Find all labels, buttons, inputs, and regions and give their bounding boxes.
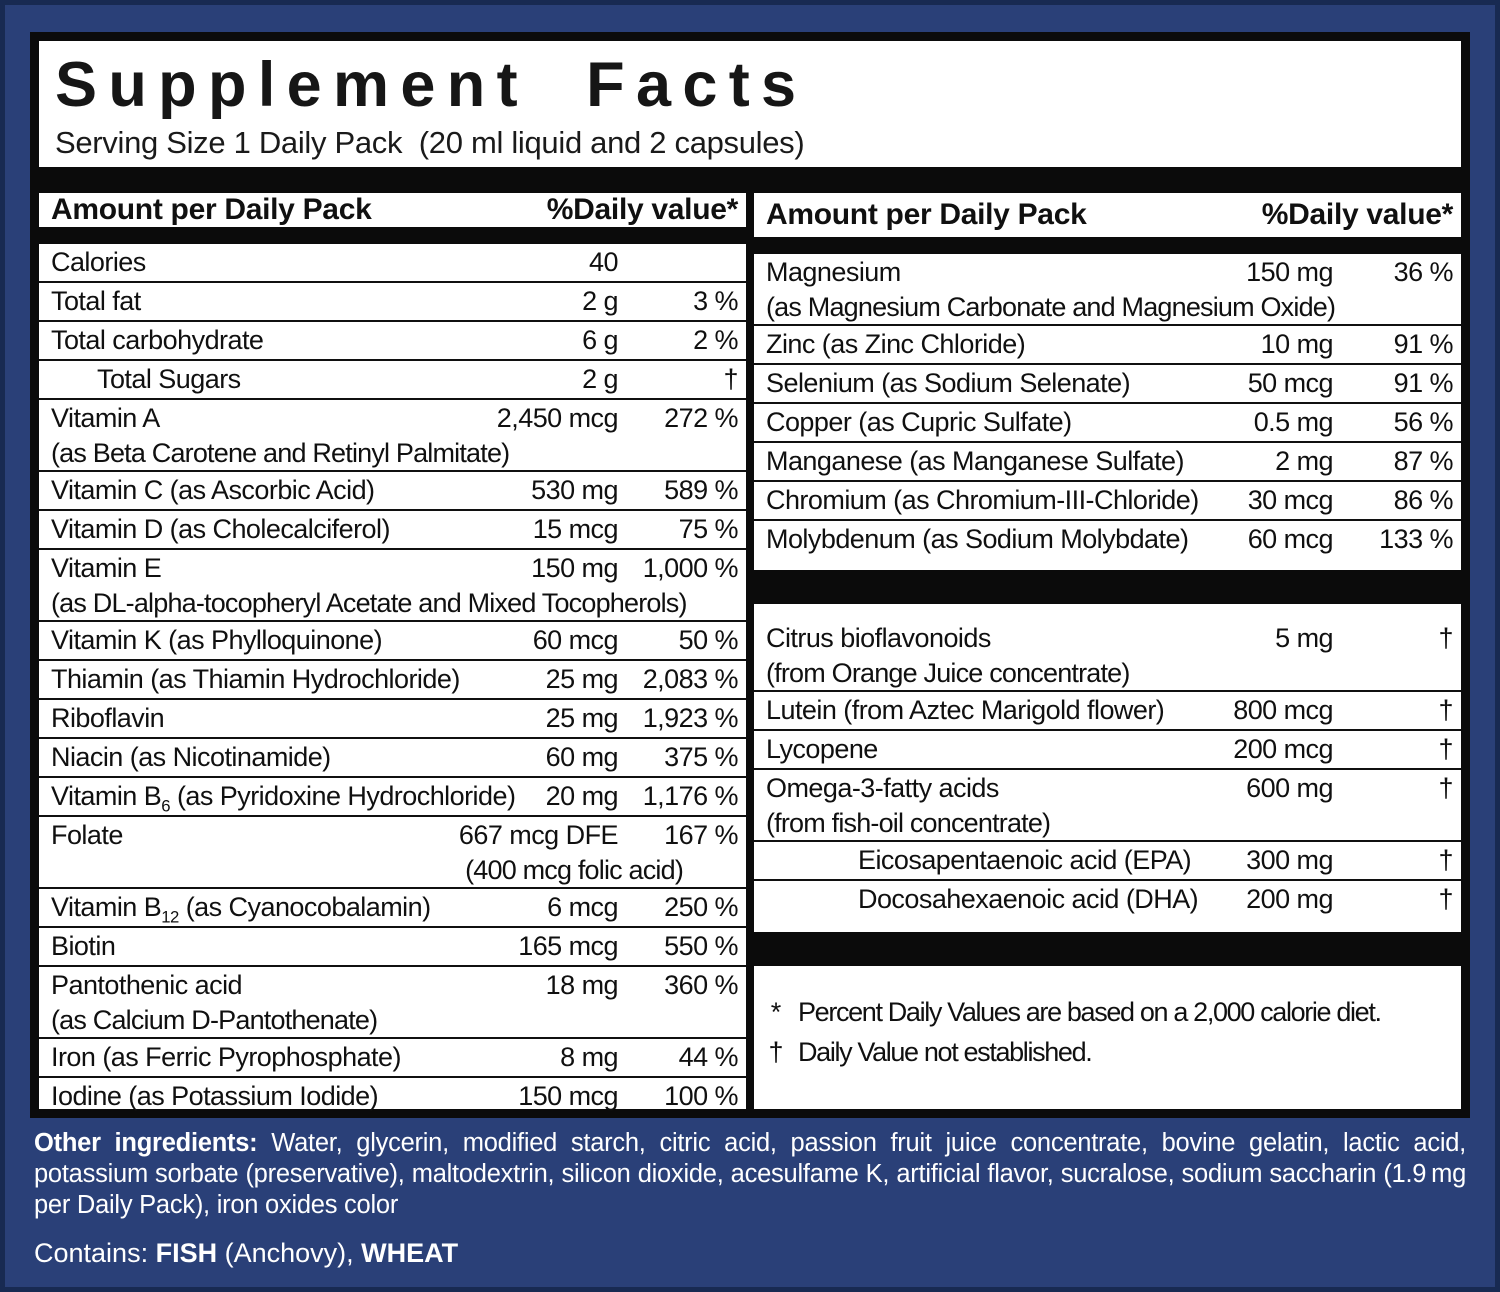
contains-label: Contains: <box>34 1238 156 1268</box>
nutrient-daily-value: 550 % <box>664 931 738 962</box>
nutrient-daily-value: 91 % <box>1393 329 1453 360</box>
nutrient-label: Folate <box>51 820 123 851</box>
nutrient-row <box>39 550 746 622</box>
nutrient-row-main <box>766 770 1453 807</box>
amount-header: Amount per Daily Pack <box>766 198 1087 232</box>
page-title: Supplement Facts <box>55 50 808 120</box>
nutrient-daily-value: 375 % <box>664 742 738 773</box>
nutrient-row <box>754 365 1461 404</box>
nutrient-row <box>754 482 1461 521</box>
nutrient-amount: 20 mg <box>545 781 618 812</box>
nutrient-row <box>39 244 746 283</box>
nutrient-amount: 60 mcg <box>532 625 618 656</box>
nutrient-daily-value: 1,923 % <box>642 703 738 734</box>
nutrient-label: Vitamin A <box>51 403 160 434</box>
nutrient-row-main <box>51 928 738 965</box>
nutrient-row <box>754 521 1461 558</box>
nutrient-row <box>754 770 1461 842</box>
nutrient-row <box>39 889 746 928</box>
nutrient-row <box>754 881 1461 918</box>
nutrient-amount: 530 mg <box>531 475 618 506</box>
nutrient-label-pre: Vitamin B <box>51 781 162 812</box>
nutrient-row <box>39 928 746 967</box>
nutrient-row-main <box>51 622 738 659</box>
nutrient-daily-value: † <box>1438 845 1453 876</box>
nutrient-row <box>39 1039 746 1078</box>
allergen-fish: FISH <box>155 1238 218 1268</box>
left-column <box>39 193 746 1112</box>
nutrient-label: Omega-3-fatty acids <box>766 773 999 804</box>
nutrient-label <box>51 778 516 816</box>
footnotes <box>754 992 1461 1072</box>
nutrient-daily-value: 589 % <box>664 475 738 506</box>
serving-size: Serving Size 1 Daily Pack (20 ml liquid and 2 capsules) <box>55 125 805 161</box>
nutrient-daily-value: 86 % <box>1393 485 1453 516</box>
nutrient-row-main <box>51 472 738 509</box>
nutrient-label: Total fat <box>51 286 141 317</box>
amount-header: Amount per Daily Pack <box>51 193 372 227</box>
nutrient-amount: 600 mg <box>1246 773 1333 804</box>
nutrient-row-main <box>766 254 1453 291</box>
nutrient-amount: 165 mcg <box>518 931 618 962</box>
nutrient-row <box>39 400 746 472</box>
nutrient-daily-value: 91 % <box>1393 368 1453 399</box>
asterisk-symbol: * <box>770 997 782 1028</box>
nutrient-daily-value: 133 % <box>1379 524 1453 555</box>
nutrient-row <box>39 1078 746 1115</box>
nutrient-row-main <box>51 511 738 548</box>
nutrient-note: (as DL-alpha-tocopheryl Acetate and Mixed Tocopherols) <box>51 588 687 619</box>
nutrient-row <box>754 731 1461 770</box>
nutrient-row <box>754 326 1461 365</box>
nutrient-daily-value: 2 % <box>693 325 738 356</box>
nutrient-row-main <box>766 692 1453 729</box>
nutrient-row-main <box>51 967 738 1004</box>
nutrient-label: Selenium (as Sodium Selenate) <box>766 368 1131 399</box>
nutrient-row-main <box>766 620 1453 657</box>
nutrient-row <box>39 700 746 739</box>
title-block <box>39 41 1461 167</box>
nutrient-amount: 6 g <box>582 325 618 356</box>
footnote-text: Percent Daily Values are based on a 2,000 calorie diet. <box>798 997 1381 1028</box>
column-divider <box>746 193 754 1109</box>
supplement-facts-panel <box>30 32 1470 1118</box>
nutrient-row-main <box>51 700 738 737</box>
dagger-symbol: † <box>768 1037 784 1068</box>
nutrient-daily-value: † <box>1438 773 1453 804</box>
nutrient-row-main <box>766 731 1453 768</box>
header-divider-bar <box>754 237 1461 254</box>
nutrient-amount: 150 mcg <box>518 1081 618 1112</box>
nutrient-amount: 150 mg <box>1246 257 1333 288</box>
nutrient-amount: 2 mg <box>1275 446 1333 477</box>
nutrient-row-main <box>51 889 738 926</box>
nutrient-row <box>754 692 1461 731</box>
nutrient-row-main <box>766 881 1453 918</box>
nutrient-daily-value: 1,176 % <box>642 781 738 812</box>
nutrient-row-main <box>51 244 738 281</box>
section-divider-bar <box>754 570 1461 604</box>
nutrient-amount: 15 mcg <box>532 514 618 545</box>
footnote-not-established <box>754 1032 1459 1072</box>
nutrient-row <box>39 622 746 661</box>
nutrient-label: Manganese (as Manganese Sulfate) <box>766 446 1184 477</box>
nutrient-row-main <box>51 661 738 698</box>
nutrient-label-subscript: 12 <box>161 907 179 927</box>
left-rows <box>39 244 746 1115</box>
nutrient-row <box>754 404 1461 443</box>
nutrient-label: Niacin (as Nicotinamide) <box>51 742 331 773</box>
nutrient-row <box>39 817 746 889</box>
nutrient-label: Molybdenum (as Sodium Molybdate) <box>766 524 1189 555</box>
nutrient-label: Biotin <box>51 931 116 962</box>
nutrient-label-pre: Vitamin B <box>51 892 162 923</box>
nutrient-amount: 60 mcg <box>1247 524 1333 555</box>
nutrient-daily-value: 1,000 % <box>642 553 738 584</box>
nutrient-daily-value: 167 % <box>664 820 738 851</box>
nutrient-row <box>39 283 746 322</box>
nutrient-note: (as Calcium D-Pantothenate) <box>51 1005 378 1036</box>
nutrient-label: Vitamin E <box>51 553 162 584</box>
nutrient-label-post: (as Pyridoxine Hydrochloride) <box>169 781 516 812</box>
nutrient-note: (from Orange Juice concentrate) <box>766 658 1130 689</box>
nutrient-note: (as Magnesium Carbonate and Magnesium Oxide) <box>766 292 1336 323</box>
nutrient-amount: 60 mg <box>545 742 618 773</box>
nutrient-amount: 40 <box>589 247 618 278</box>
nutrient-amount: 6 mcg <box>547 892 618 923</box>
nutrient-label: Zinc (as Zinc Chloride) <box>766 329 1026 360</box>
nutrient-label: Total Sugars <box>97 364 241 395</box>
nutrient-label: Eicosapentaenoic acid (EPA) <box>858 845 1192 876</box>
nutrient-amount: 2,450 mcg <box>496 403 618 434</box>
nutrient-daily-value: 56 % <box>1393 407 1453 438</box>
nutrient-row-main <box>766 842 1453 879</box>
nutrient-label: Docosahexaenoic acid (DHA) <box>858 884 1199 915</box>
nutrient-row-main <box>51 550 738 587</box>
botanicals-rows <box>754 620 1461 918</box>
nutrient-daily-value: 36 % <box>1393 257 1453 288</box>
other-ingredients-section <box>30 1128 1470 1269</box>
contains-middle: (Anchovy), <box>217 1238 362 1268</box>
nutrient-row-main <box>766 365 1453 402</box>
nutrient-row <box>754 620 1461 692</box>
nutrient-row <box>754 254 1461 326</box>
nutrient-label <box>51 889 468 926</box>
nutrient-row <box>39 778 746 817</box>
contains-line <box>34 1237 1466 1269</box>
nutrient-amount: 18 mg <box>545 970 618 1001</box>
nutrient-note: (from fish-oil concentrate) <box>766 808 1051 839</box>
allergen-wheat: WHEAT <box>361 1238 459 1268</box>
nutrient-daily-value: † <box>1438 884 1453 915</box>
nutrient-row <box>39 361 746 400</box>
nutrient-label: Vitamin C (as Ascorbic Acid) <box>51 475 375 506</box>
nutrient-row-main <box>51 1078 738 1115</box>
nutrient-row <box>39 661 746 700</box>
nutrient-label-subscript: 6 <box>161 796 170 816</box>
nutrient-daily-value: † <box>723 364 738 395</box>
nutrient-label: Lycopene <box>766 734 878 765</box>
nutrient-amount: 5 mg <box>1275 623 1333 654</box>
nutrient-amount: 2 g <box>582 286 618 317</box>
other-ingredients-label: Other ingredients: <box>34 1129 258 1157</box>
nutrient-daily-value: † <box>1438 623 1453 654</box>
nutrient-label: Vitamin D (as Cholecalciferol) <box>51 514 390 545</box>
nutrient-amount: 10 mg <box>1260 329 1333 360</box>
nutrient-label-post: (as Cyanocobalamin) <box>178 892 431 923</box>
nutrient-row-main <box>51 817 738 854</box>
nutrient-amount: 25 mg <box>545 664 618 695</box>
nutrient-daily-value: 250 % <box>664 892 738 923</box>
nutrient-daily-value: 360 % <box>664 970 738 1001</box>
nutrient-label: Citrus bioflavonoids <box>766 623 991 654</box>
nutrient-daily-value: 44 % <box>678 1042 738 1073</box>
nutrient-row-main <box>766 326 1453 363</box>
nutrient-row-main <box>51 322 738 359</box>
nutrient-daily-value: 75 % <box>678 514 738 545</box>
nutrient-daily-value: 50 % <box>678 625 738 656</box>
nutrient-label: Lutein (from Aztec Marigold flower) <box>766 695 1165 726</box>
footnote-daily-values <box>754 992 1459 1032</box>
nutrient-amount: 300 mg <box>1246 845 1333 876</box>
nutrient-note: (as Beta Carotene and Retinyl Palmitate) <box>51 438 510 469</box>
minerals-rows <box>754 254 1461 558</box>
nutrient-row-main <box>51 283 738 320</box>
nutrient-row-main <box>766 482 1453 519</box>
right-column-header <box>754 193 1461 237</box>
nutrient-label: Total carbohydrate <box>51 325 264 356</box>
nutrient-row-main <box>766 521 1453 558</box>
nutrient-row-main <box>766 404 1453 441</box>
nutrient-amount: 0.5 mg <box>1253 407 1333 438</box>
nutrient-label: Pantothenic acid <box>51 970 242 1001</box>
other-ingredients-text: Water, glycerin, modified starch, citric acid, passion fruit juice concentrate, bovine gelatin, lactic acid, potassium sorbate (preservative), maltodextrin, silicon dioxide, acesulfame K, artificial flavor, sucralose, sodium saccharin (1.9 mg per Daily Pack), iron oxides color <box>34 1129 1466 1219</box>
header-divider-bar <box>39 227 746 244</box>
nutrient-row <box>754 842 1461 881</box>
nutrient-row <box>754 443 1461 482</box>
nutrient-label: Calories <box>51 247 146 278</box>
nutrient-row <box>39 322 746 361</box>
nutrient-row-main <box>766 443 1453 480</box>
nutrient-label: Riboflavin <box>51 703 165 734</box>
nutrient-label: Magnesium <box>766 257 901 288</box>
other-ingredients-paragraph <box>34 1128 1466 1221</box>
nutrient-row-main <box>51 1039 738 1076</box>
nutrient-row-main <box>51 361 738 398</box>
facts-columns <box>39 193 1461 1112</box>
nutrient-note: (400 mcg folic acid) <box>465 855 683 886</box>
nutrient-amount: 800 mcg <box>1233 695 1333 726</box>
nutrient-amount: 150 mg <box>531 553 618 584</box>
nutrient-amount: 200 mcg <box>1233 734 1333 765</box>
nutrient-row-main <box>51 400 738 437</box>
nutrient-row <box>39 967 746 1039</box>
top-divider-bar <box>39 167 1461 193</box>
nutrient-label: Iodine (as Potassium Iodide) <box>51 1081 379 1112</box>
daily-value-header: %Daily value* <box>546 193 738 227</box>
left-column-header <box>39 193 746 227</box>
nutrient-amount: 25 mg <box>545 703 618 734</box>
right-column <box>754 193 1461 1109</box>
nutrient-daily-value: 3 % <box>693 286 738 317</box>
nutrient-label: Chromium (as Chromium-III-Chloride) <box>766 485 1199 516</box>
nutrient-amount: 8 mg <box>560 1042 618 1073</box>
nutrient-daily-value: † <box>1438 734 1453 765</box>
footnote-text: Daily Value not established. <box>798 1037 1092 1068</box>
nutrient-daily-value: † <box>1438 695 1453 726</box>
nutrient-amount: 200 mg <box>1246 884 1333 915</box>
nutrient-daily-value: 2,083 % <box>642 664 738 695</box>
nutrient-label: Vitamin K (as Phylloquinone) <box>51 625 383 656</box>
nutrient-amount: 30 mcg <box>1247 485 1333 516</box>
daily-value-header: %Daily value* <box>1261 198 1453 232</box>
nutrient-label: Copper (as Cupric Sulfate) <box>766 407 1072 438</box>
nutrient-label: Iron (as Ferric Pyrophosphate) <box>51 1042 401 1073</box>
section-divider-bar <box>754 932 1461 966</box>
nutrient-daily-value: 272 % <box>664 403 738 434</box>
nutrient-row <box>39 472 746 511</box>
nutrient-daily-value: 87 % <box>1393 446 1453 477</box>
nutrient-row-main <box>51 739 738 776</box>
nutrient-row <box>39 511 746 550</box>
nutrient-label: Thiamin (as Thiamin Hydrochloride) <box>51 664 460 695</box>
nutrient-amount: 667 mcg DFE <box>458 820 618 851</box>
nutrient-amount: 2 g <box>582 364 618 395</box>
nutrient-amount: 50 mcg <box>1247 368 1333 399</box>
nutrient-row-main <box>51 778 738 815</box>
nutrient-row <box>39 739 746 778</box>
nutrient-daily-value: 100 % <box>664 1081 738 1112</box>
